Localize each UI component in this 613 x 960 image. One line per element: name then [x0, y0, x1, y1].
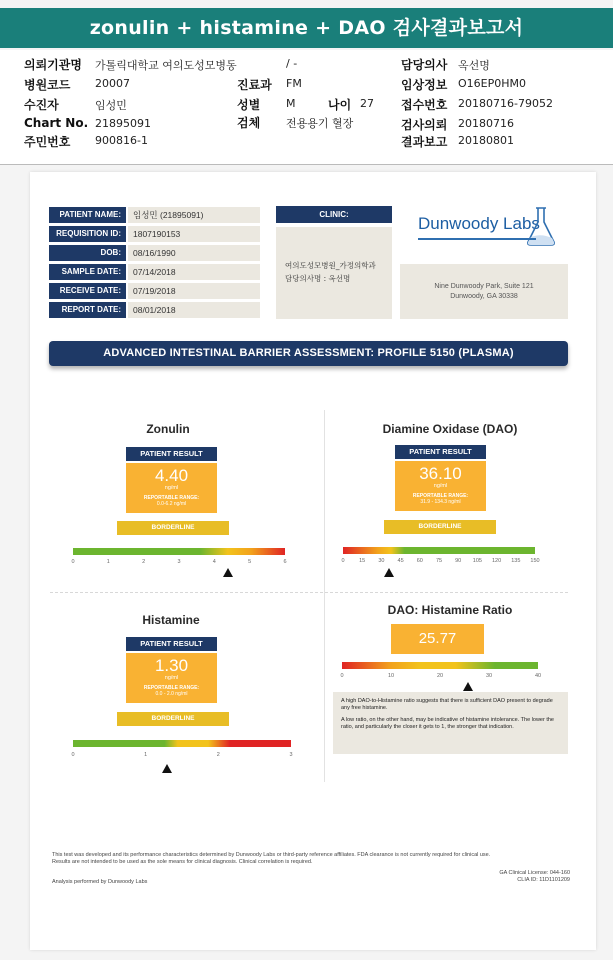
receive-date-label: RECEIVE DATE: [49, 283, 126, 299]
performed-by: Analysis performed by Dunwoody Labs [52, 879, 148, 885]
header-label: 나이 [328, 98, 352, 112]
address-line: Dunwoody, GA 30338 [450, 293, 518, 300]
zonulin-tick-label: 4 [212, 559, 216, 565]
histamine-tick-label: 1 [144, 752, 148, 758]
zonulin-scale-bar [73, 548, 285, 555]
zonulin-tick-label: 5 [248, 559, 252, 565]
logo-underline [418, 238, 536, 240]
histamine-unit: ng/ml [164, 675, 179, 681]
dao-tick-label: 45 [397, 558, 404, 564]
header-label: 성별 [237, 98, 261, 112]
ratio-note [333, 692, 568, 754]
header-value: FM [286, 77, 302, 90]
header-value: 21895091 [95, 117, 151, 130]
header-label: 접수번호 [401, 98, 448, 112]
zonulin-unit: ng/ml [164, 485, 179, 491]
patient-name-value: 임성민 (21895091) [128, 207, 260, 223]
dao-tick-label: 150 [530, 558, 540, 564]
zonulin-tick-label: 0 [71, 559, 75, 565]
header-value: 전용용기 혈장 [286, 117, 354, 130]
report-title: zonulin + histamine + DAO 검사결과보고서 [0, 8, 613, 48]
dao-marker [384, 568, 394, 577]
zonulin-tick-label: 3 [177, 559, 181, 565]
header-value: 임성민 [95, 99, 127, 112]
ratio-value: 25.77 [391, 624, 484, 654]
header-value: 옥선명 [458, 59, 490, 72]
dao-tick-label: 60 [416, 558, 423, 564]
flask-icon [524, 204, 558, 248]
logo-text: Dunwoody Labs [418, 214, 540, 233]
histamine-status: BORDERLINE [117, 712, 229, 726]
disclaimer [52, 852, 577, 866]
histamine-value: 1.30 [154, 656, 189, 675]
dunwoody-labs-logo [418, 214, 540, 234]
row-divider [50, 592, 568, 593]
dao-title: Diamine Oxidase (DAO) [382, 422, 518, 436]
lab-address [400, 264, 568, 319]
histamine-marker [162, 764, 172, 773]
address-line: Nine Dunwoody Park, Suite 121 [434, 283, 534, 290]
histamine-range: 0.0 - 2.0 ng/ml [155, 691, 188, 697]
dao-value: 36.10 [419, 464, 462, 483]
header-label: 병원코드 [24, 78, 71, 92]
histamine-tick-label: 0 [71, 752, 75, 758]
header-value: O16EP0HM0 [458, 77, 526, 90]
dao-tick-label: 0 [341, 558, 345, 564]
column-divider [324, 410, 325, 782]
zonulin-range-label: REPORTABLE RANGE: [143, 495, 200, 501]
report-date-value: 08/01/2018 [128, 302, 260, 318]
header-value: 20007 [95, 77, 130, 90]
requisition-id-label: REQUISITION ID: [49, 226, 126, 242]
clinic-line: 여의도성모병원_가정의학과 [285, 261, 376, 270]
zonulin-result-label: PATIENT RESULT [126, 447, 217, 461]
header-value: / - [286, 57, 298, 70]
dao-range-label: REPORTABLE RANGE: [412, 493, 469, 499]
license-line: GA Clinical License: 044-160 [499, 870, 570, 876]
zonulin-tick-label: 2 [142, 559, 146, 565]
zonulin-value: 4.40 [154, 466, 189, 485]
histamine-result-box [126, 653, 217, 703]
header-label: 수진자 [24, 98, 59, 112]
header-value: M [286, 97, 296, 110]
histamine-tick-label: 2 [216, 752, 220, 758]
report-date-label: REPORT DATE: [49, 302, 126, 318]
ratio-tick-label: 10 [387, 673, 395, 679]
histamine-result-label: PATIENT RESULT [126, 637, 217, 651]
dao-range: 31.9 - 134.3 ng/ml [420, 499, 461, 505]
zonulin-title: Zonulin [146, 422, 190, 436]
header-label: 결과보고 [401, 135, 448, 149]
dao-result-box [395, 461, 486, 511]
ratio-tick-label: 40 [534, 673, 542, 679]
ratio-note-text: A high DAO-to-Histamine ratio suggests that there is sufficient DAO present to degrade any free histamine. [341, 698, 553, 711]
zonulin-result-box [126, 463, 217, 513]
lab-report [30, 172, 596, 950]
header-label: 담당의사 [401, 58, 448, 72]
clinic-info [276, 227, 392, 319]
clinic-line: 담당의사명 : 옥선명 [285, 274, 351, 283]
receive-date-value: 07/19/2018 [128, 283, 260, 299]
ratio-tick-label: 20 [436, 673, 444, 679]
clinic-heading: CLINIC: [276, 206, 392, 223]
ratio-scale-bar [342, 662, 538, 669]
header-label: 주민번호 [24, 135, 71, 149]
zonulin-range: 0.0-6.2 ng/ml [156, 501, 187, 507]
histamine-scale-bar [73, 740, 291, 747]
header-value: 900816-1 [95, 134, 148, 147]
ratio-title: DAO: Histamine Ratio [387, 603, 513, 617]
zonulin-tick-label: 1 [106, 559, 110, 565]
license-info [430, 870, 570, 884]
sample-date-value: 07/14/2018 [128, 264, 260, 280]
histamine-tick-label: 3 [289, 752, 293, 758]
ratio-tick-label: 0 [340, 673, 344, 679]
ratio-note-text: A low ratio, on the other hand, may be indicative of histamine intolerance. The lower the ratio, and particularly the closer it gets to 1, the stronger that indication. [341, 717, 554, 730]
dao-tick-label: 135 [511, 558, 521, 564]
header-label: 검체 [237, 116, 261, 130]
header-value: 20180716-79052 [458, 97, 553, 110]
header-value: 20180716 [458, 117, 514, 130]
order-header [0, 50, 613, 165]
disclaimer-line: Results are not intended to be used as the sole means for clinical diagnosis. Clinical correlation is required. [52, 859, 313, 865]
histamine-range-label: REPORTABLE RANGE: [143, 685, 200, 691]
histamine-title: Histamine [142, 613, 200, 627]
header-value: 27 [360, 97, 374, 110]
dao-tick-label: 15 [359, 558, 366, 564]
dao-result-label: PATIENT RESULT [395, 445, 486, 459]
header-label: 의뢰기관명 [24, 58, 82, 72]
dob-label: DOB: [49, 245, 126, 261]
header-label: Chart No. [24, 116, 89, 130]
disclaimer-line: This test was developed and its performance characteristics determined by Dunwoody Labs or third-party reference affiliates. FDA clearance is not currently required for clinical use. [52, 852, 491, 858]
ratio-tick-label: 30 [485, 673, 493, 679]
dao-tick-label: 75 [435, 558, 443, 564]
dao-status: BORDERLINE [384, 520, 496, 534]
header-label: 임상정보 [401, 78, 448, 92]
dob-value: 08/16/1990 [128, 245, 260, 261]
zonulin-status: BORDERLINE [117, 521, 229, 535]
sample-date-label: SAMPLE DATE: [49, 264, 126, 280]
dao-unit: ng/ml [433, 483, 448, 489]
dao-tick-label: 120 [492, 558, 502, 564]
clia-line: CLIA ID: 11D1101209 [517, 877, 570, 883]
dao-tick-label: 30 [378, 558, 385, 564]
header-label: 진료과 [237, 78, 272, 92]
dao-scale-bar [343, 547, 535, 554]
header-label: 검사의뢰 [401, 118, 448, 132]
zonulin-tick-label: 6 [283, 559, 287, 565]
zonulin-marker [223, 568, 233, 577]
header-value: 가톨릭대학교 여의도성모병동 [95, 59, 237, 72]
dao-tick-label: 105 [472, 558, 482, 564]
dao-tick-label: 90 [455, 558, 462, 564]
assessment-banner: ADVANCED INTESTINAL BARRIER ASSESSMENT: PROFILE 5150 (PLASMA) [49, 341, 568, 366]
requisition-id-value: 1807190153 [128, 226, 260, 242]
ratio-marker [463, 682, 473, 691]
patient-name-label: PATIENT NAME: [49, 207, 126, 223]
header-value: 20180801 [458, 134, 514, 147]
